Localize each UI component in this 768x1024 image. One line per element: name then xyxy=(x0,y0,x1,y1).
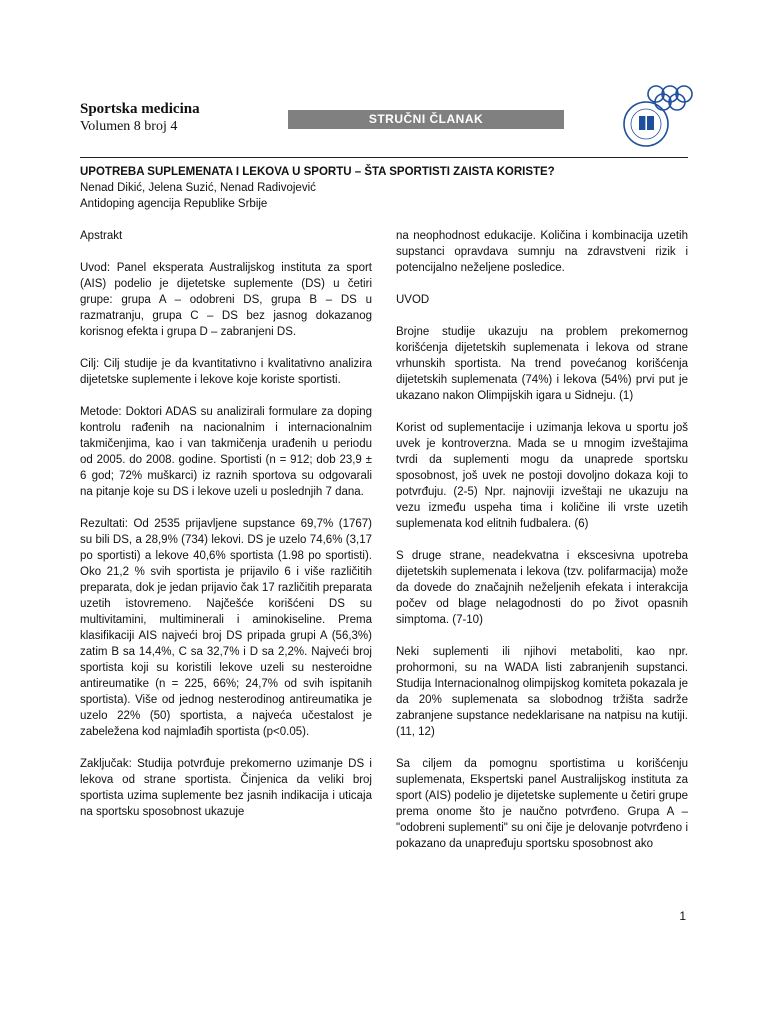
intro-heading: UVOD xyxy=(396,294,430,306)
zakljucak-label: Zaključak: xyxy=(80,758,132,770)
cilj-text: Cilj studije je da kvantitativno i kvalitativno analizira dijetetske suplemente i lekove koje koriste sportisti. xyxy=(80,358,372,386)
journal-name: Sportska medicina xyxy=(80,101,200,117)
cilj-label: Cilj: xyxy=(80,358,100,370)
abstract-metode xyxy=(80,404,372,500)
article-type-badge: STRUČNI ČLANAK xyxy=(288,110,564,129)
article-header xyxy=(80,164,690,212)
header-divider xyxy=(80,157,688,158)
right-column xyxy=(396,228,688,868)
article-title: UPOTREBA SUPLEMENATA I LEKOVA U SPORTU – ŠTA SPORTISTI ZAISTA KORISTE? xyxy=(80,166,555,178)
abstract-zakljucak xyxy=(80,756,372,820)
intro-paragraph-2: Korist od suplementacije i uzimanja lekova u sportu još uvek je kontroverzna. Mada se u mnogim izveštajima tvrdi da suplementi mogu da unaprede sportsku sposobnost, još uvek ne postoji dovoljno dokaza koji to potvrđuju. (2-5) Npr. najnoviji izveštaji ne ukazuju na vezu između uspeha tima i količine ili vrste uzetih suplemenata kod elitnih fudbalera. (6) xyxy=(396,422,688,530)
journal-volume: Volumen 8 broj 4 xyxy=(80,119,178,134)
intro-paragraph-4: Neki suplementi ili njihovi metaboliti, kao npr. prohormoni, su na WADA listi zabranjenih supstanci. Studija Internacionalnog olimpijskog komiteta pokazala je da 20% suplemenata sa slobodnog tržišta sadrže zabranjene supstance nedeklarisane na natpisu na kutiji. (11, 12) xyxy=(396,646,688,738)
abstract-rezultati xyxy=(80,516,372,740)
rezultati-text: Od 2535 prijavljene supstance 69,7% (1767) su bili DS, a 28,9% (734) lekovi. DS je uzelo 74,6% (3,17 po sportisti) a lekove 40,6% sportista (1.98 po sportisti). Oko 21,2 % svih sportista je prijavilo 6 i više različitih preparata, dok je jedan prijavio čak 17 različitih preparata uzetih istovremeno. Najčešće korišćeni DS su multivitamini, multiminerali i aminokiseline. Prema klasifikaciji AIS najveći broj DS pripada grupi A (56,3%) zatim B sa 14,4%, C sa 32,7% i D sa 2,2%. Najveći broj sportista koji su koristili lekove uzeli su nesteroidne antireumatike (n = 225, 66%; 24,7% od svih ispitanih sportista). Više od jednog nesterodinog antireumatika je uzelo 22% (50) sportista, a najveća učestalost je zabeležena kod najmlađih sportista (p<0.05). xyxy=(80,518,372,738)
abstract-uvod xyxy=(80,260,372,340)
zakljucak-text: Studija potvrđuje prekomerno uzimanje DS i lekova od strane sportista. Činjenica da veliki broj sportista uzima suplemente bez jasnih indikacija i uticaja na sportsku sposobnost ukazuje xyxy=(80,758,372,818)
intro-paragraph-5: Sa ciljem da pomognu sportistima u korišćenju suplemenata, Ekspertski panel Australijskog instituta za sport (AIS) podelio je dijetetske suplemente u četiri grupe prema onome što je naučno potvrđeno. Grupa A – "odobreni suplementi" su oni čije je delovanje potvrđeno i pokazano da unapređuju sportsku sposobnost ako xyxy=(396,758,688,850)
left-column xyxy=(80,228,372,836)
uvod-label: Uvod: xyxy=(80,262,111,274)
article-authors: Nenad Dikić, Jelena Suzić, Nenad Radivojević xyxy=(80,182,316,194)
metode-text: Doktori ADAS su analizirali formulare za doping kontrolu rađenih na nacionalnim i internacionalnim takmičenjima, kao i van takmičenja urađenih u periodu od 2005. do 2008. godine. Sportisti (n = 912; dob 23,9 ± 6 god; 72% muškarci) iz raznih sportova su odgovarali na pitanje koje su DS i lekove uzeli u poslednjih 7 dana. xyxy=(80,406,372,498)
uvod-text: Panel eksperata Australijskog instituta za sport (AIS) podelio je dijetetske suplemente (DS) u četiri grupe: grupa A – odobreni DS, grupa B – DS u razmatranju, grupa C – DS bez jasnog dokazanog korisnog efekta i grupa D – zabranjeni DS. xyxy=(80,262,372,338)
abstract-cilj xyxy=(80,356,372,388)
zakljucak-continued: na neophodnost edukacije. Količina i kombinacija uzetih supstanci opravdava sumnju na zdravstveni rizik i potencijalno neželjene posledice. xyxy=(396,230,688,274)
article-affiliation: Antidoping agencija Republike Srbije xyxy=(80,198,268,210)
intro-paragraph-3: S druge strane, neadekvatna i ekscesivna upotreba dijetetskih suplemenata i lekova (tzv. polifarmacija) može da dovede do značajnih neželjenih efekata i interakcija počev od blage nelagodnosti do po život opasnih simptoma. (7-10) xyxy=(396,550,688,626)
association-logo-icon xyxy=(612,82,694,152)
journal-info xyxy=(80,101,200,135)
intro-paragraph-1: Brojne studije ukazuju na problem prekomernog korišćenja dijetetskih suplemenata i lekova od strane vrhunskih sportista. Na trend povećanog korišćenja dijetetskih suplemenata (74%) i lekova (54%) prvi put je ukazano nakon Olimpijskih igara u Sidneju. (1) xyxy=(396,326,688,402)
rezultati-label: Rezultati: xyxy=(80,518,128,530)
page-number: 1 xyxy=(679,909,686,923)
abstract-heading: Apstrakt xyxy=(80,230,123,242)
metode-label: Metode: xyxy=(80,406,122,418)
